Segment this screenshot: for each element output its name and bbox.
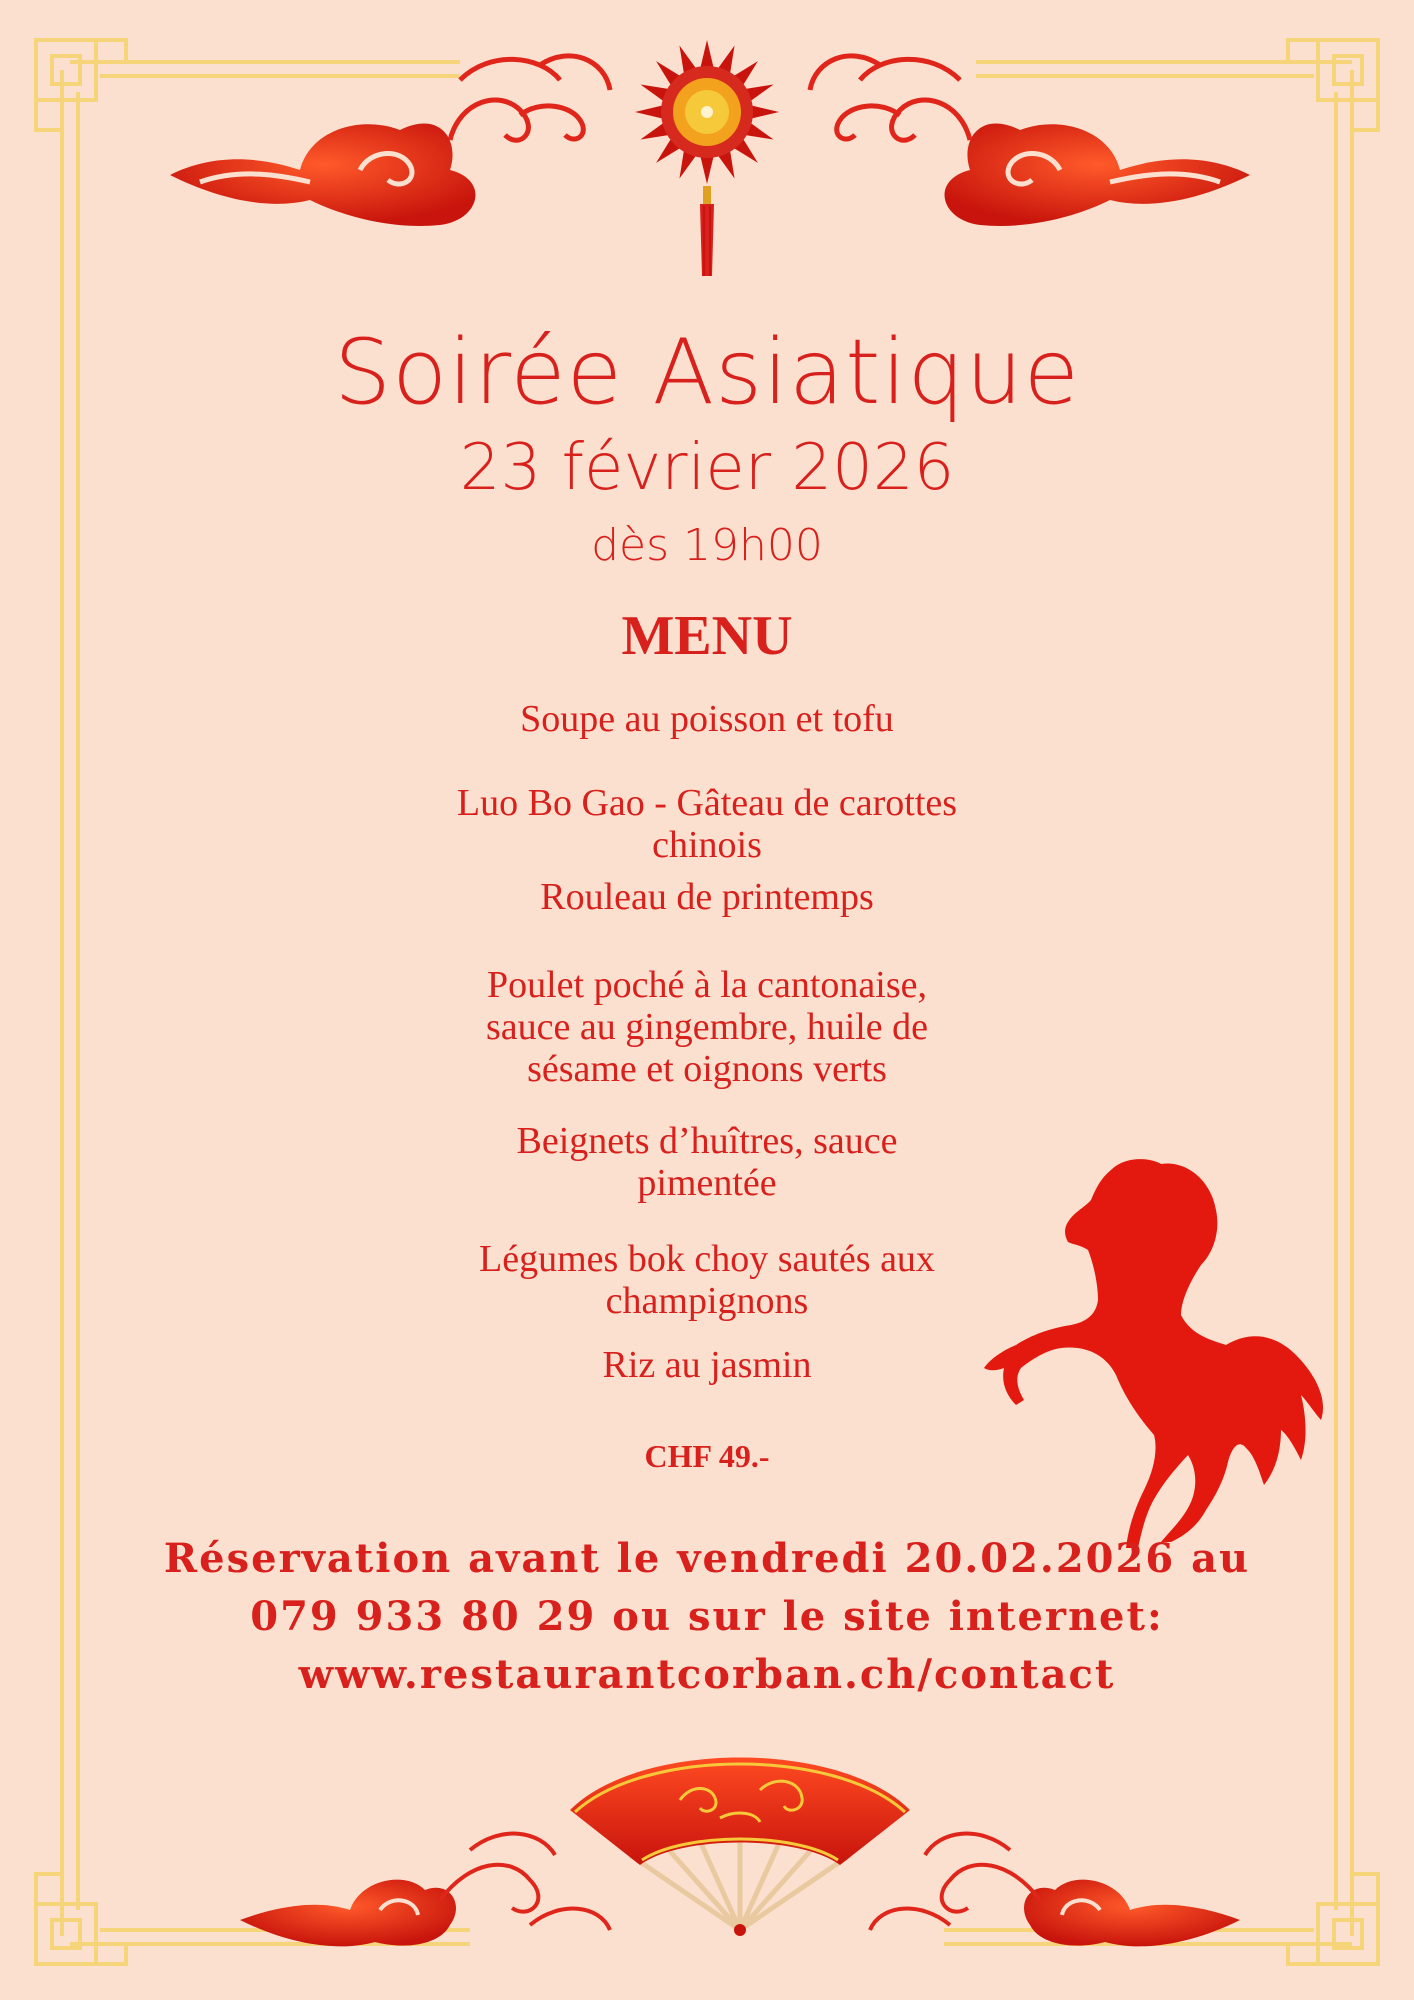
menu-item-line: champignons bbox=[605, 1280, 809, 1322]
menu-item-line: Beignets d’huîtres, sauce bbox=[516, 1120, 898, 1162]
menu-item bbox=[0, 1120, 1414, 1204]
menu-item bbox=[0, 964, 1414, 1090]
menu-item bbox=[0, 1238, 1414, 1322]
folding-fan bbox=[240, 1730, 1240, 1990]
reservation-line: Réservation avant le vendredi 20.02.2026 au bbox=[163, 1535, 1251, 1582]
menu-item bbox=[0, 876, 1414, 918]
menu-item-line: Légumes bok choy sautés aux bbox=[479, 1238, 935, 1280]
menu-price: CHF 49.- bbox=[644, 1438, 770, 1474]
paper-flower-lantern bbox=[632, 26, 782, 326]
menu-heading: MENU bbox=[621, 605, 793, 667]
menu-item-line: chinois bbox=[652, 824, 762, 866]
menu-item-line: Luo Bo Gao - Gâteau de carottes bbox=[456, 782, 958, 824]
menu-item-line: pimentée bbox=[637, 1162, 777, 1204]
event-date: 23 février 2026 bbox=[459, 431, 955, 505]
menu-item-line: Soupe au poisson et tofu bbox=[520, 698, 894, 740]
menu-item-line: Poulet poché à la cantonaise, bbox=[486, 964, 927, 1006]
menu-item-line: sésame et oignons verts bbox=[527, 1048, 887, 1090]
reservation-info bbox=[0, 1530, 1414, 1704]
menu-item bbox=[0, 698, 1414, 740]
reservation-website-link[interactable]: www.restaurantcorban.ch/contact bbox=[298, 1651, 1116, 1698]
menu-item-line: Riz au jasmin bbox=[602, 1344, 812, 1386]
reservation-line: 079 933 80 29 ou sur le site internet: bbox=[250, 1593, 1164, 1640]
menu-item bbox=[0, 1344, 1414, 1386]
event-title: Soirée Asiatique bbox=[333, 320, 1081, 425]
menu-item-line: Rouleau de printemps bbox=[540, 876, 874, 918]
event-time: dès 19h00 bbox=[591, 520, 823, 571]
menu-item-line: sauce au gingembre, huile de bbox=[485, 1006, 929, 1048]
menu-item bbox=[0, 782, 1414, 866]
